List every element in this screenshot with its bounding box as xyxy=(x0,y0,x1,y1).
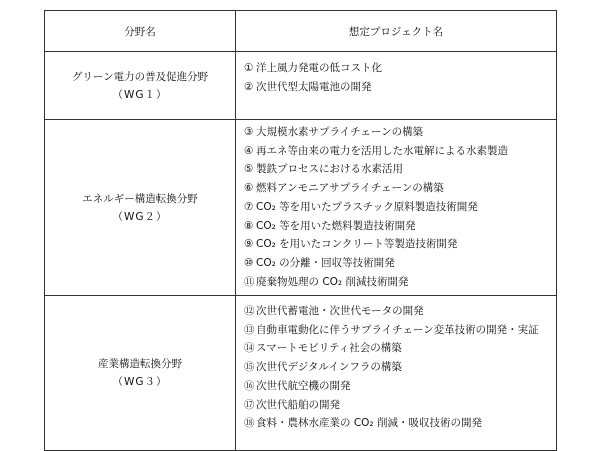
project-item xyxy=(244,339,556,358)
project-name: 食料・農林水産業の CO₂ 削減・吸収技術の開発 xyxy=(256,417,482,430)
project-number: ① xyxy=(244,62,254,74)
project-item xyxy=(244,273,556,292)
project-name: CO₂ 等を用いた燃料製造技術開発 xyxy=(256,219,416,232)
project-number: ⑩ xyxy=(244,256,254,269)
field-name: グリーン電力の普及促進分野 xyxy=(71,70,209,83)
project-item xyxy=(244,142,556,161)
project-name: 次世代船舶の開発 xyxy=(256,398,340,411)
project-number: ⑯ xyxy=(244,379,255,392)
project-list xyxy=(244,123,556,291)
project-number: ⑨ xyxy=(244,238,254,251)
project-list xyxy=(244,302,556,433)
project-name: 次世代型太陽電池の開発 xyxy=(256,80,372,93)
project-item xyxy=(244,321,556,340)
project-name: 次世代航空機の開発 xyxy=(256,379,351,392)
project-number: ⑤ xyxy=(244,163,254,176)
project-item xyxy=(244,358,556,377)
project-name: 製鉄プロセスにおける水素活用 xyxy=(256,163,403,176)
project-item xyxy=(244,302,556,321)
project-item xyxy=(244,396,556,415)
project-number: ⑪ xyxy=(244,275,255,288)
table-row xyxy=(45,120,557,296)
project-item xyxy=(244,377,556,396)
project-number: ⑥ xyxy=(244,182,254,195)
wg-label: （WG１） xyxy=(112,88,168,101)
project-name: CO₂ を用いたコンクリート等製造技術開発 xyxy=(256,238,458,251)
field-cell xyxy=(45,52,236,120)
project-name: 大規模水素サプライチェーンの構築 xyxy=(256,126,424,138)
project-item xyxy=(244,254,556,273)
header-field: 分野名 xyxy=(45,11,236,52)
project-name: 再エネ等由来の電力を活用した水電解による水素製造 xyxy=(256,144,508,157)
project-cell xyxy=(236,52,557,120)
project-name: 洋上風力発電の低コスト化 xyxy=(256,62,382,74)
project-item xyxy=(244,414,556,433)
field-cell xyxy=(45,120,236,296)
project-item xyxy=(244,217,556,236)
field-name: 産業構造転換分野 xyxy=(98,358,182,370)
project-name: 自動車電動化に伴うサプライチェーン変革技術の開発・実証 xyxy=(256,323,539,336)
project-number: ⑫ xyxy=(244,305,255,317)
table-row xyxy=(45,52,557,120)
project-number: ⑭ xyxy=(244,342,255,355)
wg-label: （WG２） xyxy=(112,210,168,223)
project-number: ⑰ xyxy=(244,398,255,411)
project-name: 次世代デジタルインフラの構築 xyxy=(256,361,402,374)
project-name: CO₂ の分離・回収等技術開発 xyxy=(256,256,395,269)
field-name: エネルギー構造転換分野 xyxy=(82,192,198,205)
project-item xyxy=(244,235,556,254)
project-item xyxy=(244,179,556,198)
project-name: 燃料アンモニアサプライチェーンの構築 xyxy=(256,182,444,195)
project-number: ⑱ xyxy=(244,417,255,430)
table-header-row xyxy=(45,11,557,52)
header-project: 想定プロジェクト名 xyxy=(236,11,557,52)
project-item xyxy=(244,160,556,179)
project-item xyxy=(244,59,556,78)
table-row xyxy=(45,296,557,451)
project-list xyxy=(244,59,556,96)
project-number: ⑧ xyxy=(244,219,254,232)
project-number: ⑮ xyxy=(244,361,255,374)
project-cell xyxy=(236,120,557,296)
project-number: ⑬ xyxy=(244,323,255,336)
project-name: 廃棄物処理の CO₂ 削減技術開発 xyxy=(256,275,409,288)
project-number: ⑦ xyxy=(244,200,254,213)
project-item xyxy=(244,123,556,142)
project-item xyxy=(244,198,556,217)
project-number: ④ xyxy=(244,144,254,157)
project-name: スマートモビリティ社会の構築 xyxy=(256,342,402,355)
project-number: ③ xyxy=(244,126,254,138)
project-item xyxy=(244,78,556,97)
project-name: 次世代蓄電池・次世代モータの開発 xyxy=(256,305,424,317)
project-table xyxy=(44,10,557,451)
project-number: ② xyxy=(244,80,254,93)
field-cell xyxy=(45,296,236,451)
project-name: CO₂ 等を用いたプラスチック原料製造技術開発 xyxy=(256,200,478,213)
wg-label: （WG３） xyxy=(112,376,168,388)
project-cell xyxy=(236,296,557,451)
